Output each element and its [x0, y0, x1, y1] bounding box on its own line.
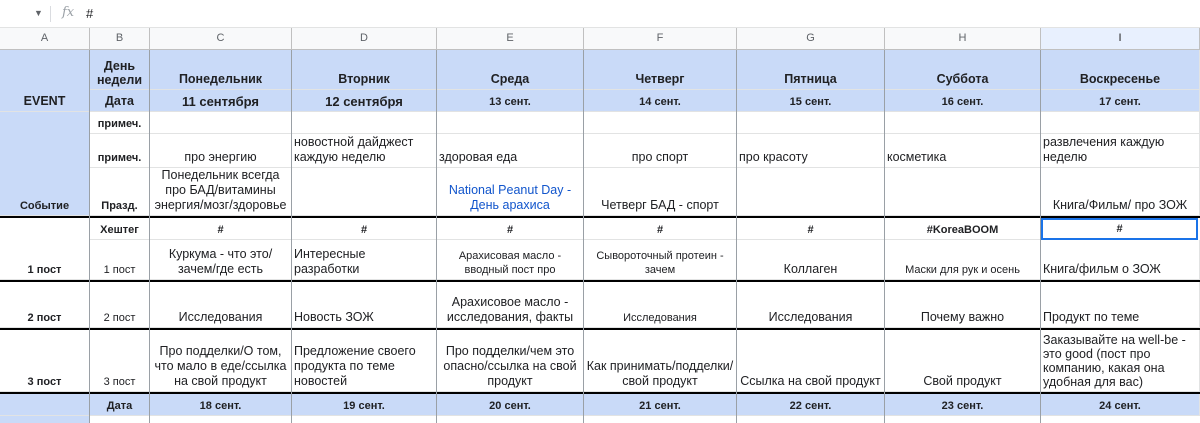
week2-date-sat[interactable]: 23 сент.	[885, 394, 1041, 416]
post1-cell-thu[interactable]: Сывороточный протеин - зачем	[584, 240, 737, 280]
week2-date-tue[interactable]: 19 сент.	[292, 394, 437, 416]
post3-cell-sun[interactable]: Заказывайте на well-be - это good (пост про компанию, какая она удобная для вас)	[1041, 330, 1200, 392]
post1-cell-wed[interactable]: Арахисовая масло - вводный пост про	[437, 240, 584, 280]
event-header-cell[interactable]: EVENT	[0, 50, 90, 112]
note1-cell-sat[interactable]	[885, 112, 1041, 134]
hashtag-cell-sun-selected[interactable]: #	[1041, 218, 1198, 240]
date-label-cell[interactable]: Дата	[90, 90, 150, 112]
column-divider	[583, 50, 584, 423]
hashtag-cell-thu[interactable]: #	[584, 218, 737, 240]
day-label-cell[interactable]: День недели	[90, 50, 150, 90]
post3-cell-tue[interactable]: Предложение своего продукта по теме новостей	[292, 330, 437, 392]
hashtag-cell-tue[interactable]: #	[292, 218, 437, 240]
holiday-cell-sat[interactable]	[885, 168, 1041, 216]
column-header-i[interactable]: I	[1041, 28, 1200, 50]
note2-label-cell[interactable]: примеч.	[90, 134, 150, 168]
note1-cell-tue[interactable]	[292, 112, 437, 134]
note1-cell-sun[interactable]	[1041, 112, 1200, 134]
column-divider	[291, 50, 292, 423]
holiday-cell-tue[interactable]	[292, 168, 437, 216]
column-divider	[884, 50, 885, 423]
day-cell-thu[interactable]: Четверг	[584, 50, 737, 90]
column-header-h[interactable]: H	[885, 28, 1041, 50]
holiday-cell-wed[interactable]: National Peanut Day - День арахиса	[437, 168, 584, 216]
post2-cell-sun[interactable]: Продукт по теме	[1041, 282, 1200, 328]
post1-b-label-cell[interactable]: 1 пост	[90, 240, 150, 280]
next-row-a-cell[interactable]	[0, 416, 90, 423]
formula-input[interactable]: #	[86, 6, 94, 21]
week2-date-wed[interactable]: 20 сент.	[437, 394, 584, 416]
post2-cell-tue[interactable]: Новость ЗОЖ	[292, 282, 437, 328]
post3-cell-fri[interactable]: Ссылка на свой продукт	[737, 330, 885, 392]
column-header-e[interactable]: E	[437, 28, 584, 50]
day-cell-mon[interactable]: Понедельник	[150, 50, 292, 90]
holiday-cell-sun[interactable]: Книга/Фильм/ про ЗОЖ	[1041, 168, 1200, 216]
date-cell-sat[interactable]: 16 сент.	[885, 90, 1041, 112]
day-cell-wed[interactable]: Среда	[437, 50, 584, 90]
post3-b-label-cell[interactable]: 3 пост	[90, 330, 150, 392]
note1-cell-mon[interactable]	[150, 112, 292, 134]
post3-label-cell[interactable]: 3 пост	[0, 330, 90, 392]
formula-bar	[0, 0, 1200, 28]
post2-cell-thu[interactable]: Исследования	[584, 282, 737, 328]
week2-date-fri[interactable]: 22 сент.	[737, 394, 885, 416]
column-divider	[149, 50, 150, 423]
note1-cell-thu[interactable]	[584, 112, 737, 134]
fx-icon: fx	[62, 5, 75, 20]
note-cell-thu[interactable]: про спорт	[584, 134, 737, 168]
note1-cell-wed[interactable]	[437, 112, 584, 134]
post3-cell-sat[interactable]: Свой продукт	[885, 330, 1041, 392]
hashtag-label-cell[interactable]: Хештег	[90, 218, 150, 240]
column-header-g[interactable]: G	[737, 28, 885, 50]
column-header-f[interactable]: F	[584, 28, 737, 50]
post3-cell-mon[interactable]: Про подделки/О том, что мало в еде/ссылка на свой продукт	[150, 330, 292, 392]
post2-cell-wed[interactable]: Арахисовое масло - исследования, факты	[437, 282, 584, 328]
post2-b-label-cell[interactable]: 2 пост	[90, 282, 150, 328]
week2-date-thu[interactable]: 21 сент.	[584, 394, 737, 416]
day-cell-sat[interactable]: Суббота	[885, 50, 1041, 90]
column-divider	[736, 50, 737, 423]
post1-cell-tue[interactable]: Интересные разработки	[292, 240, 437, 280]
note1-label-cell[interactable]: примеч.	[90, 112, 150, 134]
column-divider	[89, 50, 90, 423]
holiday-cell-fri[interactable]	[737, 168, 885, 216]
post1-cell-fri[interactable]: Коллаген	[737, 240, 885, 280]
note1-cell-fri[interactable]	[737, 112, 885, 134]
event-label-cell[interactable]: Событие	[0, 112, 90, 216]
formula-bar-divider	[50, 6, 51, 22]
column-divider	[436, 50, 437, 423]
hashtag-cell-mon[interactable]: #	[150, 218, 292, 240]
week2-a-cell[interactable]	[0, 394, 90, 416]
column-header-d[interactable]: D	[292, 28, 437, 50]
column-header-c[interactable]: C	[150, 28, 292, 50]
day-cell-fri[interactable]: Пятница	[737, 50, 885, 90]
note-cell-wed[interactable]: здоровая еда	[437, 134, 584, 168]
post2-label-cell[interactable]: 2 пост	[0, 282, 90, 328]
note-cell-sun[interactable]: развлечения каждую неделю	[1041, 134, 1200, 168]
date-cell-wed[interactable]: 13 сент.	[437, 90, 584, 112]
note-cell-fri[interactable]: про красоту	[737, 134, 885, 168]
post1-label-cell[interactable]: 1 пост	[0, 218, 90, 280]
post3-cell-wed[interactable]: Про подделки/чем это опасно/ссылка на свой продукт	[437, 330, 584, 392]
day-cell-tue[interactable]: Вторник	[292, 50, 437, 90]
holiday-label-cell[interactable]: Празд.	[90, 168, 150, 216]
post2-cell-sat[interactable]: Почему важно	[885, 282, 1041, 328]
holiday-cell-thu[interactable]: Четверг БАД - спорт	[584, 168, 737, 216]
hashtag-cell-sat[interactable]: #KoreaBOOM	[885, 218, 1041, 240]
week2-date-mon[interactable]: 18 сент.	[150, 394, 292, 416]
date-cell-tue[interactable]: 12 сентября	[292, 90, 437, 112]
column-header-b[interactable]: B	[90, 28, 150, 50]
week2-date-sun[interactable]: 24 сент.	[1041, 394, 1200, 416]
post1-cell-sun[interactable]: Книга/фильм о ЗОЖ	[1041, 240, 1200, 280]
post2-cell-fri[interactable]: Исследования	[737, 282, 885, 328]
date-cell-sun[interactable]: 17 сент.	[1041, 90, 1200, 112]
column-divider	[1040, 50, 1041, 423]
post1-cell-mon[interactable]: Куркума - что это/зачем/где есть	[150, 240, 292, 280]
post3-cell-thu[interactable]: Как принимать/подделки/свой продукт	[584, 330, 737, 392]
date-cell-mon[interactable]: 11 сентября	[150, 90, 292, 112]
date-cell-thu[interactable]: 14 сент.	[584, 90, 737, 112]
day-cell-sun[interactable]: Воскресенье	[1041, 50, 1200, 90]
note-cell-mon[interactable]: про энергию	[150, 134, 292, 168]
caret-down-icon[interactable]: ▼	[34, 8, 43, 18]
date-cell-fri[interactable]: 15 сент.	[737, 90, 885, 112]
column-header-a[interactable]: A	[0, 28, 90, 50]
note-cell-tue[interactable]: новостной дайджест каждую неделю	[292, 134, 437, 168]
holiday-cell-mon[interactable]: Понедельник всегда про БАД/витамины энергия/мозг/здоровье	[150, 168, 292, 216]
hashtag-cell-fri[interactable]: #	[737, 218, 885, 240]
post1-cell-sat[interactable]: Маски для рук и осень	[885, 240, 1041, 280]
post2-cell-mon[interactable]: Исследования	[150, 282, 292, 328]
note-cell-sat[interactable]: косметика	[885, 134, 1041, 168]
week2-date-label-cell[interactable]: Дата	[90, 394, 150, 416]
hashtag-cell-wed[interactable]: #	[437, 218, 584, 240]
